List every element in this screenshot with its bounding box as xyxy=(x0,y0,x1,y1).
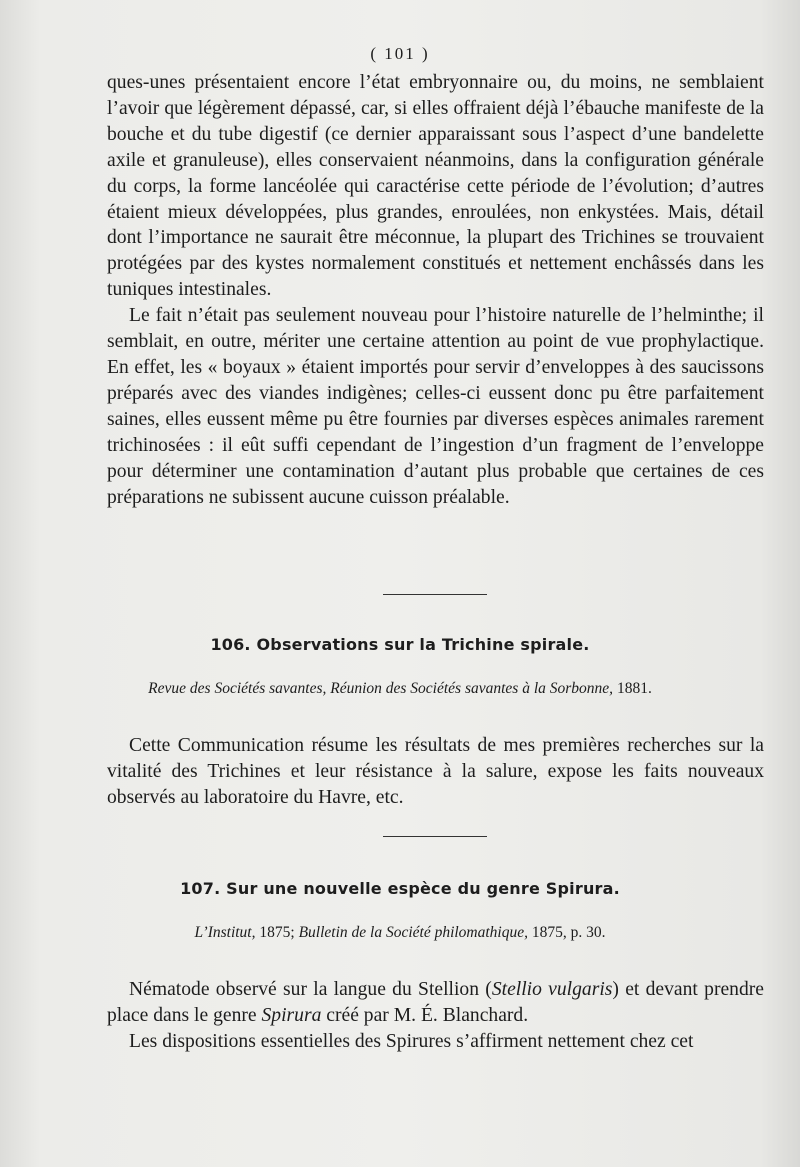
section-107-source xyxy=(0,924,800,942)
section-106-title: Observations sur la Trichine spirale. xyxy=(256,635,590,654)
section-106-number: 106. xyxy=(210,635,251,654)
section-107-source-bulletin: Bulletin de la Société philomathique, xyxy=(298,924,528,941)
section-106-heading xyxy=(0,635,800,654)
paragraph-1: ques-unes présentaient encore l’état embryonnaire ou, du moins, ne semblaient l’avoir que légèrement dépassé, car, si elles offraient déjà l’ébauche manifeste de la bouche et du tube digestif (ce dernier apparaissant sous l’aspect d’une bandelette axile et granuleuse), elles conservaient néanmoins, dans la configuration générale du corps, la forme lancéolée qui caractérise cette période de l’évolution; d’autres étaient mieux développées, plus grandes, enroulées, non enkystées. Mais, détail dont l’importance ne saurait être méconnue, la plupart des Trichines se trouvaient protégées par des kystes normalement constitués et nettement enchâssés dans les tuniques intestinales. xyxy=(107,72,764,301)
page-number: ( 101 ) xyxy=(370,44,430,63)
text-run: ) et devant prendre place dans le genre xyxy=(107,979,764,1026)
section-107-number: 107. xyxy=(180,879,221,898)
section-107-source-year-1: 1875; xyxy=(255,924,299,941)
section-107-source-year-2: 1875, p. 30. xyxy=(528,924,606,941)
section-106-body xyxy=(107,733,764,811)
section-106-source-year: 1881. xyxy=(613,680,652,697)
section-divider-1 xyxy=(383,594,487,595)
section-106-source xyxy=(0,680,800,698)
species-name: Stellio vulgaris xyxy=(491,979,613,1000)
section-107-source-institut: L’Institut, xyxy=(194,924,256,941)
body-text-top xyxy=(107,70,764,510)
section-107-heading xyxy=(0,879,800,898)
text-run: Nématode observé sur la langue du Stellion ( xyxy=(129,979,492,1000)
section-106-source-journal: Revue des Sociétés savantes, Réunion des Sociétés savantes à la Sorbonne, xyxy=(148,680,614,697)
genus-name: Spirura xyxy=(261,1004,322,1026)
paragraph-2: Le fait n’était pas seulement nouveau pour l’histoire naturelle de l’helminthe; il semblait, en outre, mériter une certaine attention au point de vue prophylactique. En effet, les « boyaux » étaient importés pour servir d’enveloppes à des saucissons préparés avec des viandes indigènes; celles-ci eussent donc pu être parfaitement saines, elles eussent même pu être fournies par diverses espèces animales rarement trichinosées : il eût suffi cependant de l’ingestion d’un fragment de l’enveloppe pour déterminer une contamination d’autant plus probable que certaines de ces préparations ne subissent aucune cuisson préalable. xyxy=(107,305,764,508)
section-107-title: Sur une nouvelle espèce du genre Spirura. xyxy=(226,879,620,898)
section-107-paragraph-1 xyxy=(107,977,764,1029)
section-107-paragraph-2: Les dispositions essentielles des Spirures s’affirment nettement chez cet xyxy=(129,1030,694,1052)
text-run: créé par M. É. Blanchard. xyxy=(321,1004,529,1026)
section-107-body xyxy=(107,977,764,1055)
section-divider-2 xyxy=(383,836,487,837)
section-106-paragraph: Cette Communication résume les résultats de mes premières recherches sur la vitalité des Trichines et leur résistance à la salure, expose les faits nouveaux observés au laboratoire du Havre, etc. xyxy=(107,735,764,808)
